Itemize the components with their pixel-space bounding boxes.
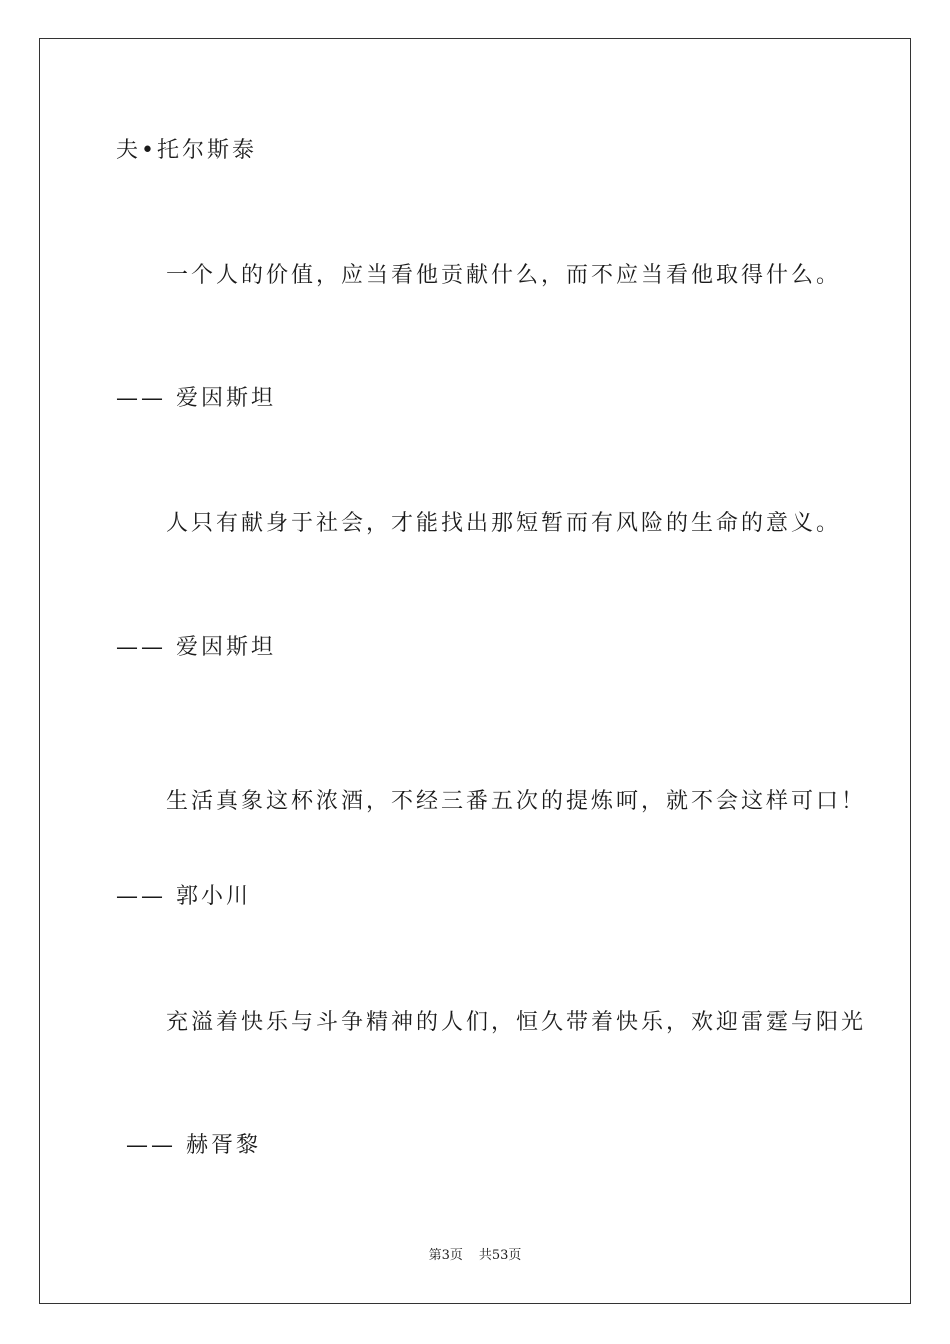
page-number: 第3页 <box>428 1248 463 1263</box>
page-footer <box>0 1247 950 1265</box>
quote-line-2: 人只有献身于社会，才能找出那短暂而有风险的生命的意义。 <box>166 511 842 536</box>
page-total: 共53页 <box>478 1248 522 1263</box>
author-line-5: —— 赫胥黎 <box>116 1133 261 1158</box>
author-line-4: —— 郭小川 <box>116 884 251 909</box>
page-frame <box>39 38 911 1304</box>
author-line-3: —— 爱因斯坦 <box>116 635 276 660</box>
author-line-1: 夫•托尔斯泰 <box>116 138 257 163</box>
quote-line-1: 一个人的价值，应当看他贡献什么，而不应当看他取得什么。 <box>166 263 842 288</box>
quote-line-4: 充溢着快乐与斗争精神的人们，恒久带着快乐，欢迎雷霆与阳光 <box>166 1010 867 1035</box>
quote-line-3: 生活真象这杯浓酒，不经三番五次的提炼呵，就不会这样可口！ <box>166 789 867 814</box>
author-line-2: —— 爱因斯坦 <box>116 386 276 411</box>
